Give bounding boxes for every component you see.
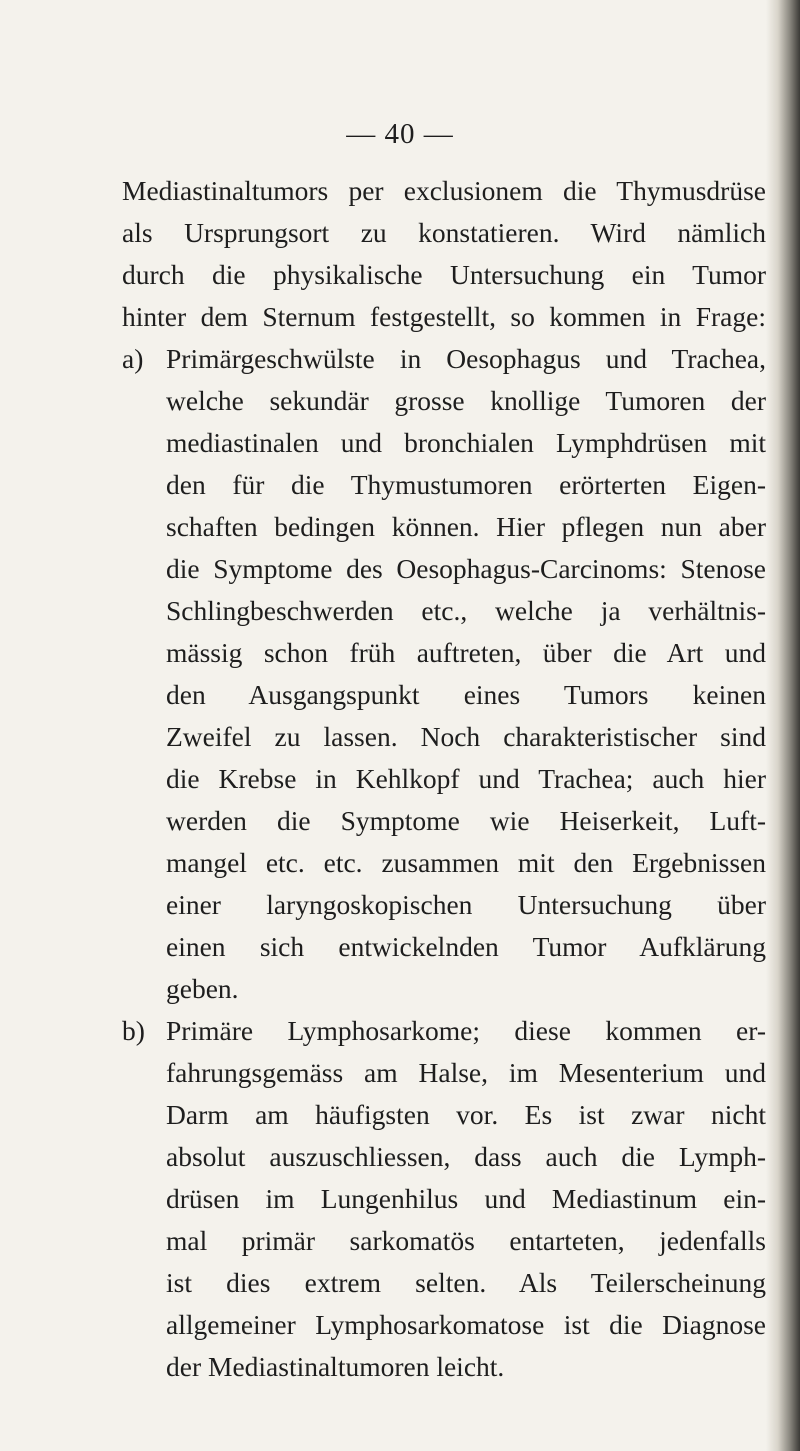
list-marker-b: b)	[122, 1015, 145, 1046]
text-line: durch die physikalische Untersuchung ein Tumor	[122, 259, 766, 290]
text-line: die Symptome des Oesophagus-Carcinoms: Stenose	[166, 553, 766, 584]
text-line: einen sich entwickelnden Tumor Aufklärung	[166, 931, 766, 962]
intro-paragraph	[122, 170, 766, 338]
list-marker-a: a)	[122, 343, 144, 374]
text-line: mangel etc. etc. zusammen mit den Ergebnissen	[166, 847, 766, 878]
text-line: welche sekundär grosse knollige Tumoren der	[166, 385, 766, 416]
text-line: Mediastinaltumors per exclusionem die Thymusdrüse	[122, 175, 766, 206]
text-line: werden die Symptome wie Heiserkeit, Luft-	[166, 805, 766, 836]
text-line: Zweifel zu lassen. Noch charakteristischer sind	[166, 721, 766, 752]
text-line: ist dies extrem selten. Als Teilerscheinung	[166, 1267, 766, 1298]
text-line: Schlingbeschwerden etc., welche ja verhältnis-	[166, 595, 766, 626]
text-line: allgemeiner Lymphosarkomatose ist die Diagnose	[166, 1309, 766, 1340]
list-item-a	[122, 338, 766, 1010]
text-line: einer laryngoskopischen Untersuchung über	[166, 889, 766, 920]
text-line: mässig schon früh auftreten, über die Art und	[166, 637, 766, 668]
page-number: — 40 —	[346, 118, 454, 150]
text-line-content: Primäre Lymphosarkome; diese kommen er-	[166, 1015, 766, 1046]
text-line: fahrungsgemäss am Halse, im Mesenterium und	[166, 1057, 766, 1088]
text-line: der Mediastinaltumoren leicht.	[166, 1351, 505, 1382]
text-line: den für die Thymustumoren erörterten Eigen-	[166, 469, 766, 500]
text-line: drüsen im Lungenhilus und Mediastinum ein-	[166, 1183, 766, 1214]
text-line: geben.	[166, 973, 239, 1004]
text-line: hinter dem Sternum festgestellt, so kommen in Frage:	[122, 301, 766, 332]
text-line: schaften bedingen können. Hier pflegen nun aber	[166, 511, 766, 542]
text-line-content: Primärgeschwülste in Oesophagus und Trachea,	[166, 343, 766, 374]
text-line: mediastinalen und bronchialen Lymphdrüsen mit	[166, 427, 766, 458]
text-line: die Krebse in Kehlkopf und Trachea; auch hier	[166, 763, 766, 794]
list-item-b	[122, 1010, 766, 1388]
body-text	[122, 170, 766, 1388]
text-line	[122, 1010, 766, 1052]
text-line: den Ausgangspunkt eines Tumors keinen	[166, 679, 766, 710]
text-line: als Ursprungsort zu konstatieren. Wird nämlich	[122, 217, 766, 248]
text-line	[122, 338, 766, 380]
text-line: absolut auszuschliessen, dass auch die Lymph-	[166, 1141, 766, 1172]
text-line: mal primär sarkomatös entarteten, jedenfalls	[166, 1225, 766, 1256]
scanned-page-edge-shadow	[766, 0, 800, 1451]
text-line: Darm am häufigsten vor. Es ist zwar nicht	[166, 1099, 766, 1130]
